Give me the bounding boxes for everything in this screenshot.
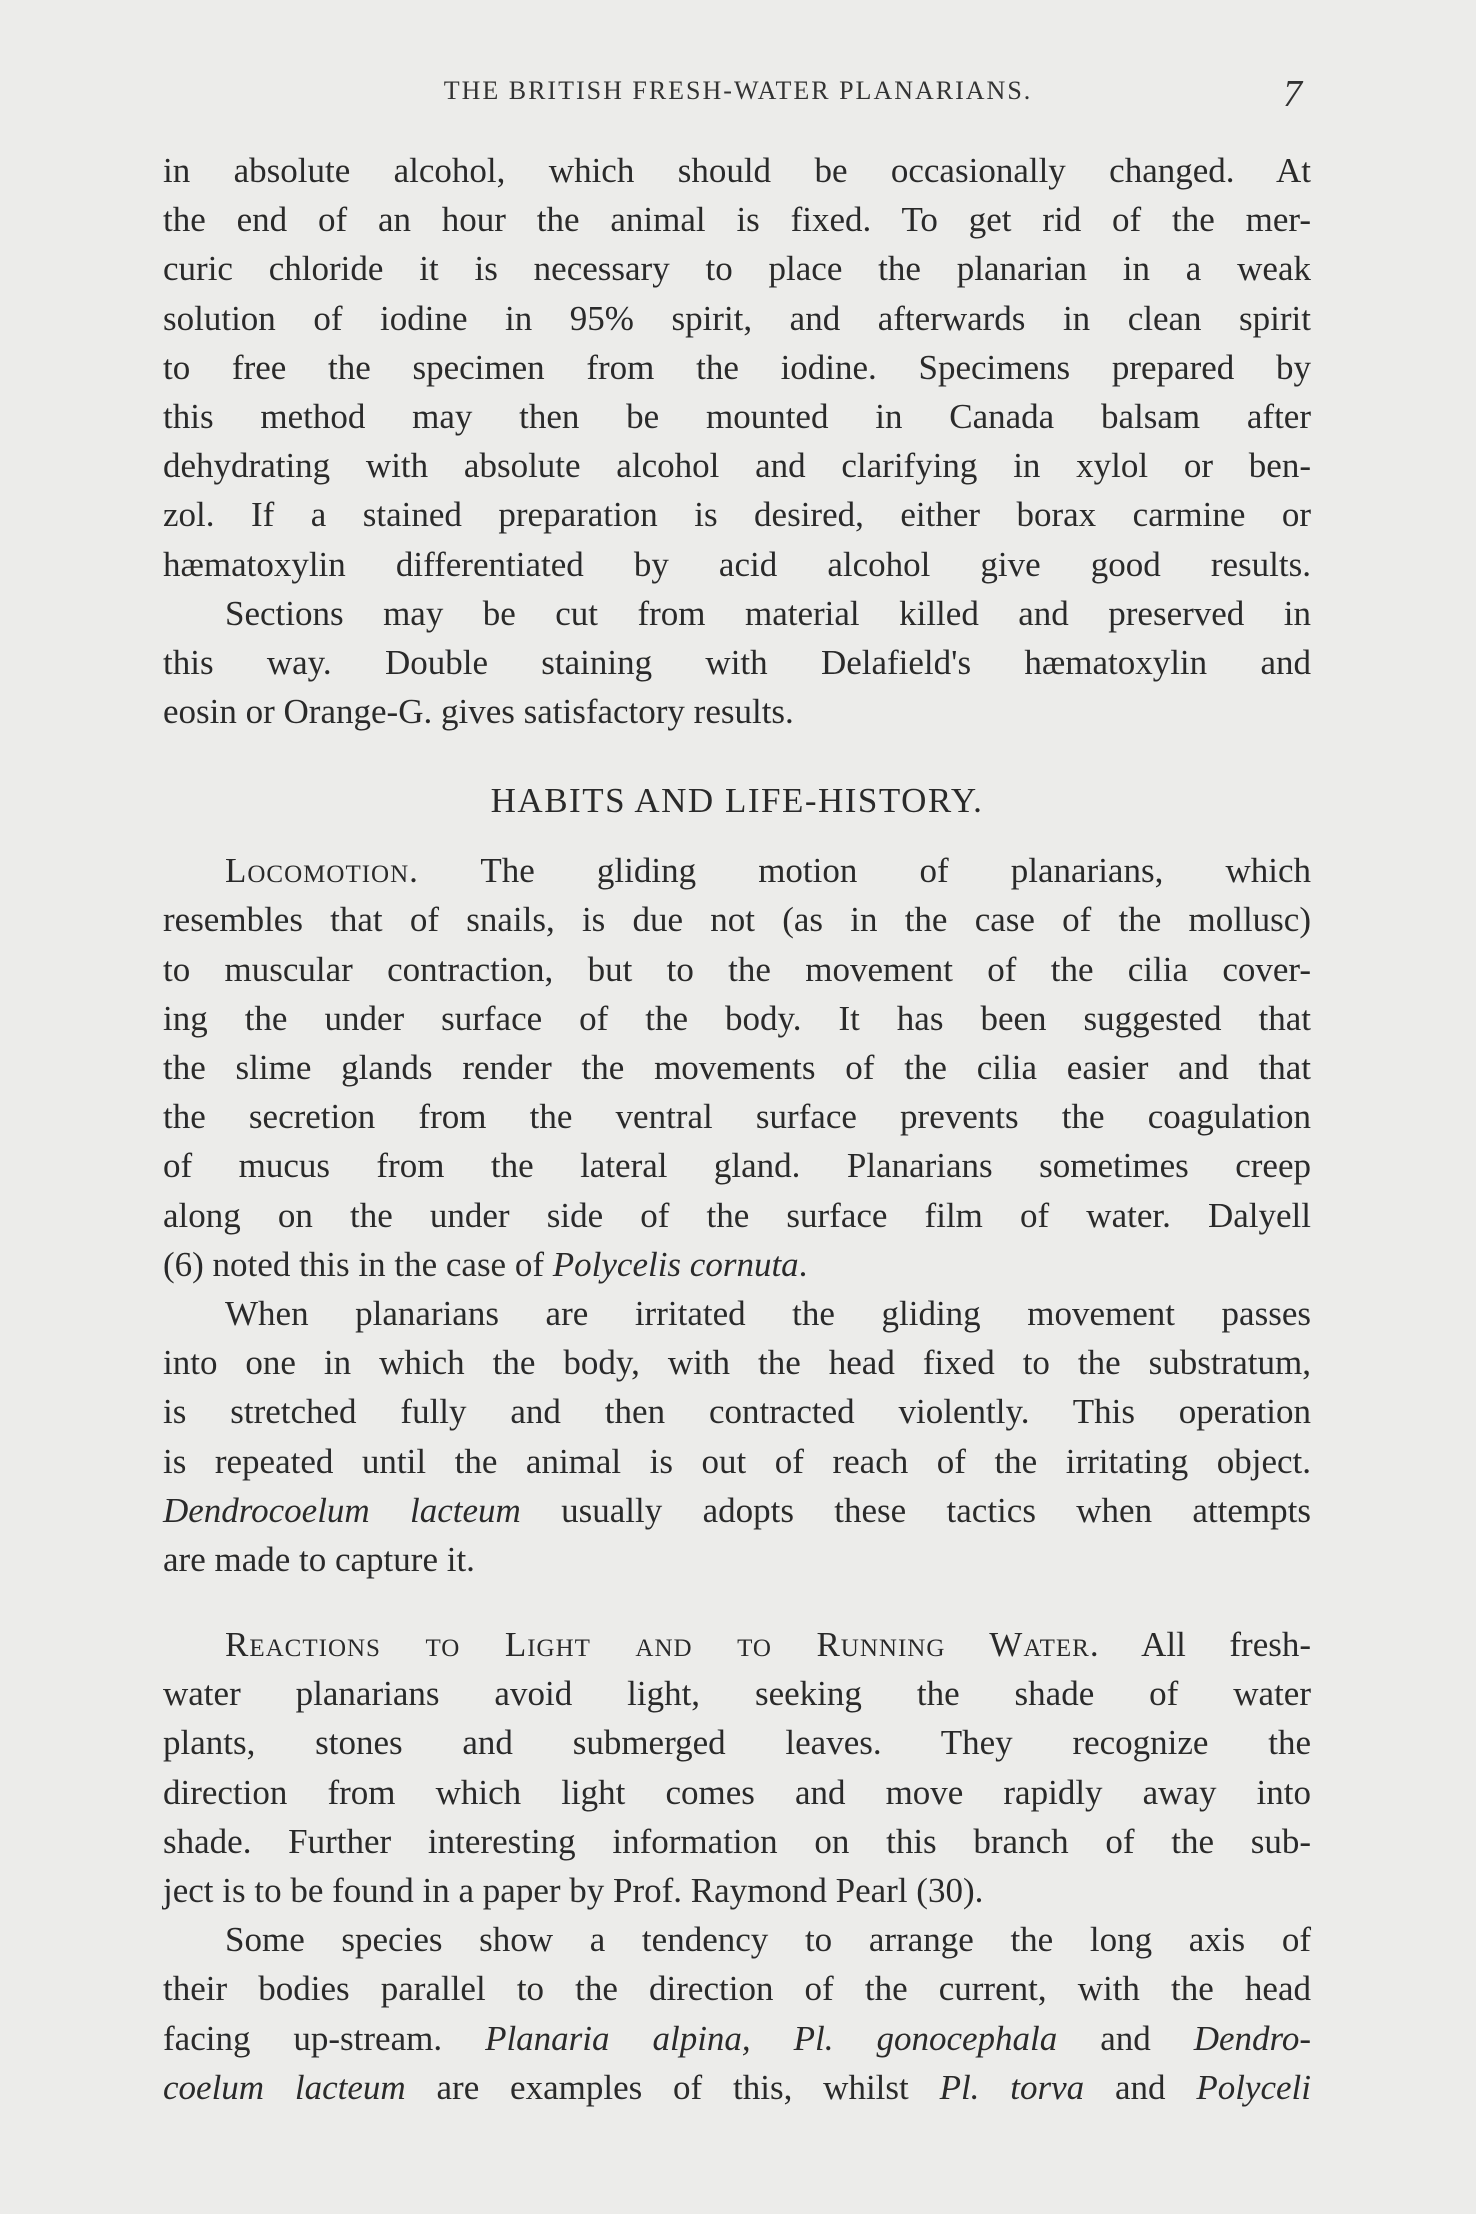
text-line: are made to capture it.: [163, 1539, 475, 1579]
run-in-heading: Reactions to Light and to Running Water.: [225, 1625, 1100, 1665]
text-line: resembles that of snails, is due not (as in the case of the mollusc): [163, 900, 1311, 940]
paragraph-gap: [163, 1584, 1311, 1620]
running-head: [160, 72, 1316, 122]
text-line: plants, stones and submerged leaves. They recognize the: [163, 1723, 1311, 1763]
text-line: of mucus from the lateral gland. Planarians sometimes creep: [163, 1146, 1311, 1186]
text-line: [163, 846, 1311, 895]
text-fragment: (6) noted this in the case of: [163, 1244, 553, 1284]
text-fragment: The gliding motion of planarians, which: [418, 851, 1311, 891]
text-line: the end of an hour the animal is fixed. To get rid of the mer-: [163, 200, 1311, 240]
species-name: Polyceli: [1196, 2067, 1311, 2107]
running-title: THE BRITISH FRESH-WATER PLANARIANS.: [443, 76, 1033, 105]
text-line: the slime glands render the movements of the cilia easier and that: [163, 1048, 1311, 1087]
text-line: this way. Double staining with Delafield's hæmatoxylin and: [163, 642, 1311, 682]
section-heading: HABITS AND LIFE-HISTORY.: [490, 781, 984, 821]
text-line: to free the specimen from the iodine. Specimens prepared by: [163, 347, 1311, 387]
text-fragment: All fresh-: [1099, 1625, 1311, 1665]
text-line: Some species show a tendency to arrange the long axis of: [225, 1920, 1311, 1960]
body-text: [163, 146, 1311, 2112]
species-name: Pl. torva: [939, 2067, 1085, 2107]
text-line: curic chloride it is necessary to place the planarian in a weak: [163, 249, 1311, 289]
text-line: [163, 2014, 1311, 2063]
text-line: eosin or Orange-G. gives satisfactory results.: [163, 692, 794, 732]
text-line: [163, 1240, 1311, 1289]
text-line: ing the under surface of the body. It has been suggested that: [163, 998, 1311, 1038]
text-line: When planarians are irritated the gliding movement passes: [225, 1293, 1311, 1333]
text-line: zol. If a stained preparation is desired, either borax carmine or: [163, 495, 1311, 535]
text-line: to muscular contraction, but to the movement of the cilia cover-: [163, 949, 1311, 989]
text-line: Sections may be cut from material killed and preserved in: [225, 593, 1311, 633]
species-name: coelum lacteum: [163, 2067, 406, 2107]
text-line: ject is to be found in a paper by Prof. Raymond Pearl (30).: [163, 1871, 984, 1910]
text-line: [163, 2063, 1311, 2112]
text-line: along on the under side of the surface film of water. Dalyell: [163, 1195, 1311, 1235]
text-line: into one in which the body, with the head fixed to the substratum,: [163, 1343, 1311, 1383]
text-fragment: are examples of this, whilst: [405, 2067, 940, 2107]
text-line: solution of iodine in 95% spirit, and afterwards in clean spirit: [163, 298, 1311, 338]
text-line: this method may then be mounted in Canada balsam after: [163, 396, 1311, 436]
text-line: the secretion from the ventral surface prevents the coagulation: [163, 1097, 1311, 1137]
text-fragment: facing up-stream.: [163, 2018, 486, 2058]
species-name: Planaria alpina, Pl. gonocephala: [485, 2018, 1058, 2058]
text-line: direction from which light comes and move rapidly away into: [163, 1772, 1311, 1812]
text-line: dehydrating with absolute alcohol and clarifying in xylol or ben-: [163, 446, 1311, 486]
text-fragment: usually adopts these tactics when attempts: [520, 1490, 1311, 1530]
text-line: water planarians avoid light, seeking the shade of water: [163, 1674, 1311, 1714]
text-line: is repeated until the animal is out of reach of the irritating object.: [163, 1441, 1311, 1481]
text-fragment: and: [1057, 2018, 1194, 2058]
text-fragment: and: [1084, 2067, 1197, 2107]
species-name: Dendrocoelum lacteum: [163, 1490, 521, 1530]
page-number: 7: [1283, 73, 1302, 115]
text-fragment: .: [798, 1244, 808, 1284]
species-name: Polycelis cornuta: [552, 1244, 799, 1284]
text-line: is stretched fully and then contracted violently. This operation: [163, 1392, 1311, 1432]
text-line: their bodies parallel to the direction of the current, with the head: [163, 1969, 1311, 2009]
text-line: hæmatoxylin differentiated by acid alcohol give good results.: [163, 544, 1311, 584]
run-in-heading: Locomotion.: [225, 851, 419, 891]
text-line: [163, 1620, 1311, 1669]
text-line: in absolute alcohol, which should be occasionally changed. At: [163, 151, 1311, 190]
text-line: [163, 1486, 1311, 1535]
text-line: shade. Further interesting information on this branch of the sub-: [163, 1821, 1311, 1861]
species-name: Dendro-: [1193, 2018, 1311, 2058]
